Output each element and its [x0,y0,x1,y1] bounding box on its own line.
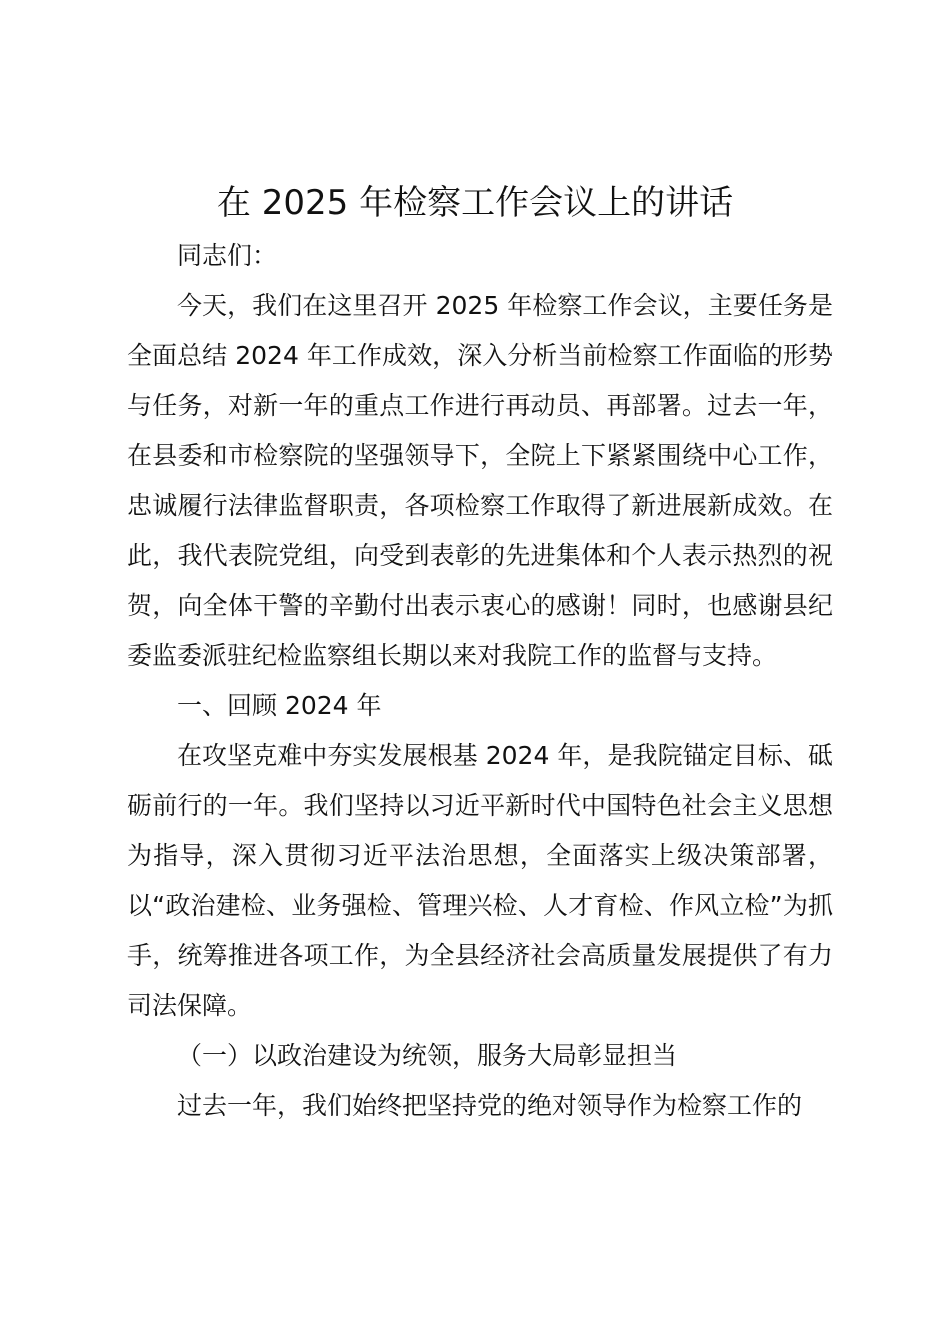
document-body [127,231,833,1131]
document-title: 在 2025 年检察工作会议上的讲话 [216,183,734,223]
section-heading: 一、回顾 2024 年 [177,691,382,720]
review-paragraph: 在攻坚克难中夯实发展根基 2024 年，是我院锚定目标、砥砺前行的一年。我们坚持以习近平新时代中国特色社会主义思想为指导，深入贯彻习近平法治思想，全面落实上级决策部署，以“政治建检、业务强检、管理兴检、人才育检、作风立检”为抓手，统筹推进各项工作，为全县经济社会高质量发展提供了有力司法保障。 [127,741,833,1020]
intro-paragraph: 今天，我们在这里召开 2025 年检察工作会议，主要任务是全面总结 2024 年工作成效，深入分析当前检察工作面临的形势与任务，对新一年的重点工作进行再动员、再部署。过去一年，在县委和市检察院的坚强领导下，全院上下紧紧围绕中心工作，忠诚履行法律监督职责，各项检察工作取得了新进展新成效。在此，我代表院党组，向受到表彰的先进集体和个人表示热烈的祝贺，向全体干警的辛勤付出表示衷心的感谢！同时，也感谢县纪委监委派驻纪检监察组长期以来对我院工作的监督与支持。 [127,291,833,670]
subsection-paragraph: 过去一年，我们始终把坚持党的绝对领导作为检察工作的 [177,1091,803,1120]
greeting-paragraph: 同志们： [177,241,278,270]
subsection-heading: （一）以政治建设为统领，服务大局彰显担当 [177,1041,678,1070]
